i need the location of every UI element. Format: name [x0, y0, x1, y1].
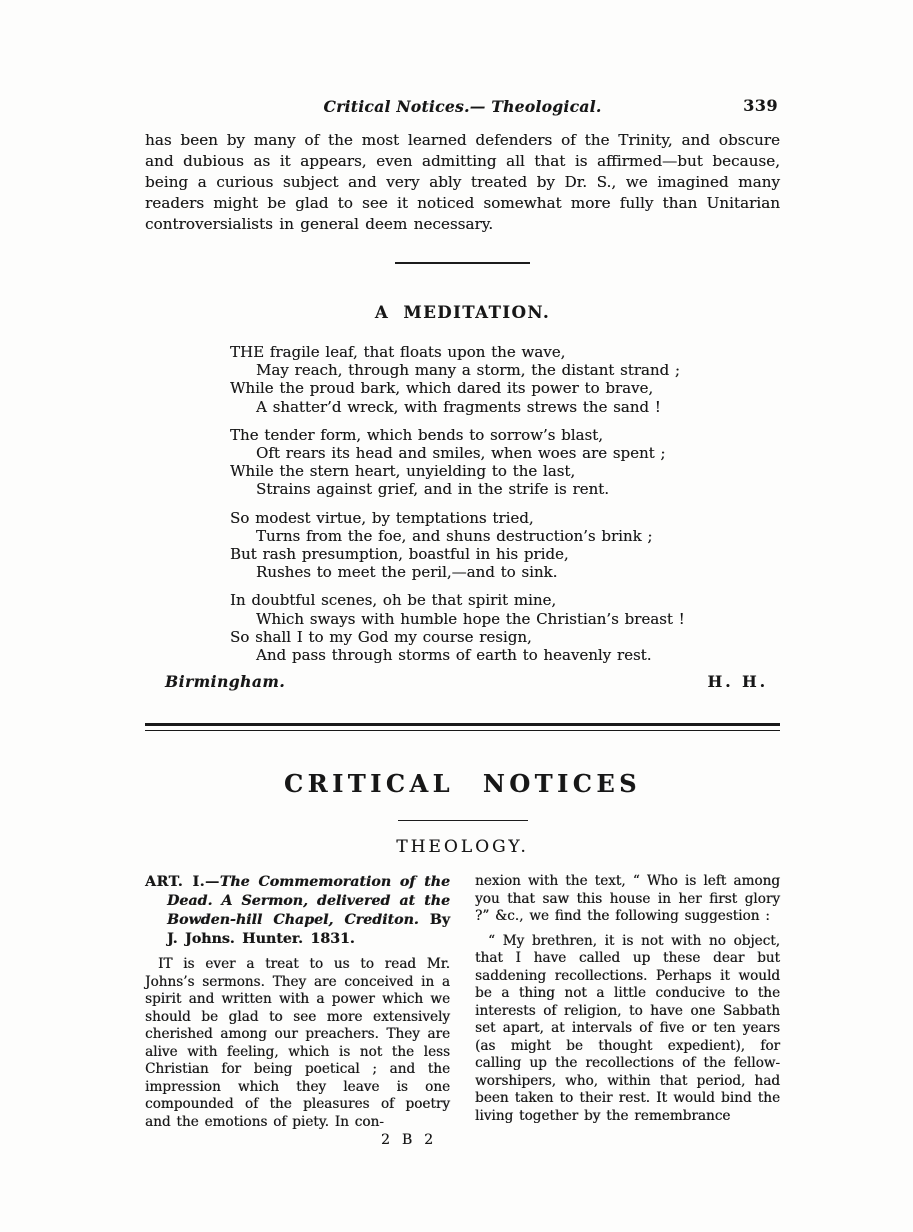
running-header: [145, 97, 780, 116]
author-initials: H. H.: [707, 672, 768, 692]
poem-line: So modest virtue, by temptations tried,: [230, 508, 534, 527]
poem-line: Strains against grief, and in the strife is rent.: [256, 480, 609, 499]
poem-line: In doubtful scenes, oh be that spirit mine,: [230, 591, 557, 610]
critical-notices-heading: CRITICAL NOTICES: [284, 769, 641, 799]
article-title: The Commemoration of the Dead. A Sermon, delivered at the Bowden-hill Chapel, Crediton.: [167, 874, 450, 929]
meditation-heading: A MEDITATION.: [374, 303, 551, 322]
section-divider-rule: [395, 262, 530, 264]
article-byline: By J. Johns. Hunter. 1831.: [167, 912, 450, 948]
theology-heading: THEOLOGY.: [396, 837, 529, 858]
place-name: Birmingham.: [165, 672, 286, 692]
poem-line: May reach, through many a storm, the distant strand ;: [256, 361, 680, 380]
heading-divider-rule: [398, 820, 528, 821]
printer-signature-mark: 2 B 2: [380, 1132, 436, 1149]
poem-line: Oft rears its head and smiles, when woes are spent ;: [256, 444, 666, 463]
poem-line: While the proud bark, which dared its power to brave,: [230, 379, 654, 398]
column-paragraph: “ My brethren, it is not with no object, that I have called up these dear but saddening recollections. Perhaps it would be a thing not a little conducive to the interests of religion, to have one Sabbath set apart, at intervals of five or ten years (as might be thought expedient), for calling up the recollections of the fellow-worshipers, who, within that period, had been taken to their rest. It would bind the living together by the remembrance: [475, 932, 780, 1124]
left-column: [145, 873, 450, 1150]
article-number: ART. I.—: [145, 874, 220, 891]
column-paragraph: nexion with the text, “ Who is left among you that saw this house in her first glory ?” &c., we find the following suggestion :: [475, 873, 780, 925]
poem-stanza: [230, 591, 780, 664]
poem: [230, 343, 780, 664]
right-column: [475, 873, 780, 1150]
running-header-title: Critical Notices.— Theological.: [323, 97, 602, 116]
poem-signature-row: [145, 672, 780, 691]
poem-line: Which sways with humble hope the Christian’s breast !: [256, 609, 685, 628]
poem-line: But rash presumption, boastful in his pride,: [230, 545, 569, 564]
poem-line: THE fragile leaf, that floats upon the wave,: [230, 343, 566, 361]
intro-paragraph: has been by many of the most learned defenders of the Trinity, and obscure and dubious as it appears, even admitting all that is affirmed—but because, being a curious subject and very ably treated by Dr. S., we imagined many readers might be glad to see it noticed somewhat more fully than Unitarian controversialists in general deem necessary.: [145, 131, 780, 233]
poem-stanza: [230, 426, 780, 499]
double-rule-bottom: [145, 730, 780, 732]
poem-stanza: [230, 509, 780, 582]
page-content: [145, 0, 780, 1150]
poem-line: So shall I to my God my course resign,: [230, 627, 532, 646]
poem-line: A shatter’d wreck, with fragments strews the sand !: [256, 397, 661, 416]
page-number: 339: [743, 96, 778, 115]
poem-line: Turns from the foe, and shuns destruction’s brink ;: [256, 526, 653, 545]
poem-line: And pass through storms of earth to heavenly rest.: [256, 646, 652, 665]
poem-stanza: [230, 343, 780, 416]
poem-line: While the stern heart, unyielding to the last,: [230, 462, 576, 481]
article-heading: [145, 873, 450, 949]
article-columns: [145, 873, 780, 1150]
poem-line: Rushes to meet the peril,—and to sink.: [256, 563, 558, 582]
column-paragraph: IT is ever a treat to us to read Mr. Johns’s sermons. They are conceived in a spirit and written with a power which we should be glad to see more extensively cherished among our preachers. They are alive with feeling, which is not the less Christian for being poetical ; and the impression which they leave is one compounded of the pleasures of poetry and the emotions of piety. In con-: [145, 956, 450, 1130]
double-rule: [145, 723, 780, 731]
poem-line: The tender form, which bends to sorrow’s blast,: [230, 425, 603, 444]
double-rule-top: [145, 723, 780, 726]
